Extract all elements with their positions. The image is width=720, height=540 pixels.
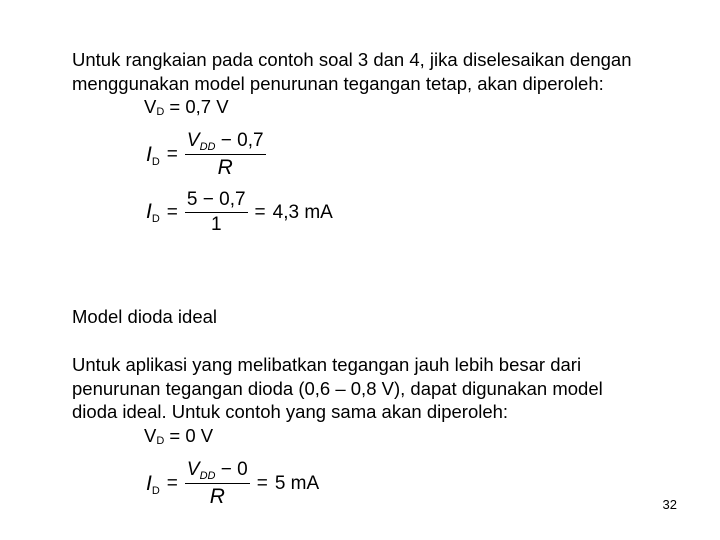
eq2-numerator: 5 − 0,7 [185, 189, 248, 213]
eq3-result: 5 mA [274, 473, 320, 494]
eq3-lhs: $I_D$ [146, 471, 160, 497]
eq2-fraction [185, 189, 248, 236]
eq1-fraction [185, 130, 266, 180]
page-number: 32 [662, 497, 677, 512]
equation-1 [146, 130, 266, 180]
eq3-denominator: R [209, 485, 225, 508]
eq3-equals-2: = [256, 473, 268, 494]
intro-line-1: Untuk rangkaian pada contoh soal 3 dan 4, jika diselesaikan dengan [72, 49, 632, 70]
equation-3 [146, 459, 319, 509]
intro-paragraph [72, 48, 632, 95]
eq2-equals-2: = [254, 201, 266, 223]
eq1-equals: = [166, 144, 178, 165]
eq2-result: 4,3 mA [272, 201, 333, 223]
eq1-numerator: $V_{DD} - 0,7$ [186, 130, 264, 153]
eq3-numerator: $V_{DD} - 0$ [186, 459, 248, 482]
eq2-denominator: 1 [210, 214, 222, 235]
vd-fixed-statement: $V_D = 0,7$ V [144, 96, 229, 118]
intro-line-2: menggunakan model penurunan tegangan tetap, akan diperoleh: [72, 72, 604, 94]
ideal-line-1: Untuk aplikasi yang melibatkan tegangan jauh lebih besar dari [72, 354, 582, 375]
eq3-fraction [185, 459, 250, 509]
eq1-lhs: $I_D$ [146, 142, 160, 168]
equation-2 [146, 189, 333, 236]
ideal-paragraph [72, 353, 603, 424]
vd-ideal-statement: $V_D = 0$ V [144, 425, 214, 447]
eq2-lhs: $I_D$ [146, 200, 160, 225]
ideal-line-2: penurunan tegangan dioda (0,6 – 0,8 V), dapat digunakan model [72, 377, 603, 399]
eq2-equals: = [166, 201, 178, 223]
eq1-denominator: R [217, 156, 233, 179]
ideal-line-3: dioda ideal. Untuk contoh yang sama akan diperoleh: [72, 401, 509, 422]
ideal-heading: Model dioda ideal [72, 306, 218, 327]
eq3-equals: = [166, 473, 178, 494]
